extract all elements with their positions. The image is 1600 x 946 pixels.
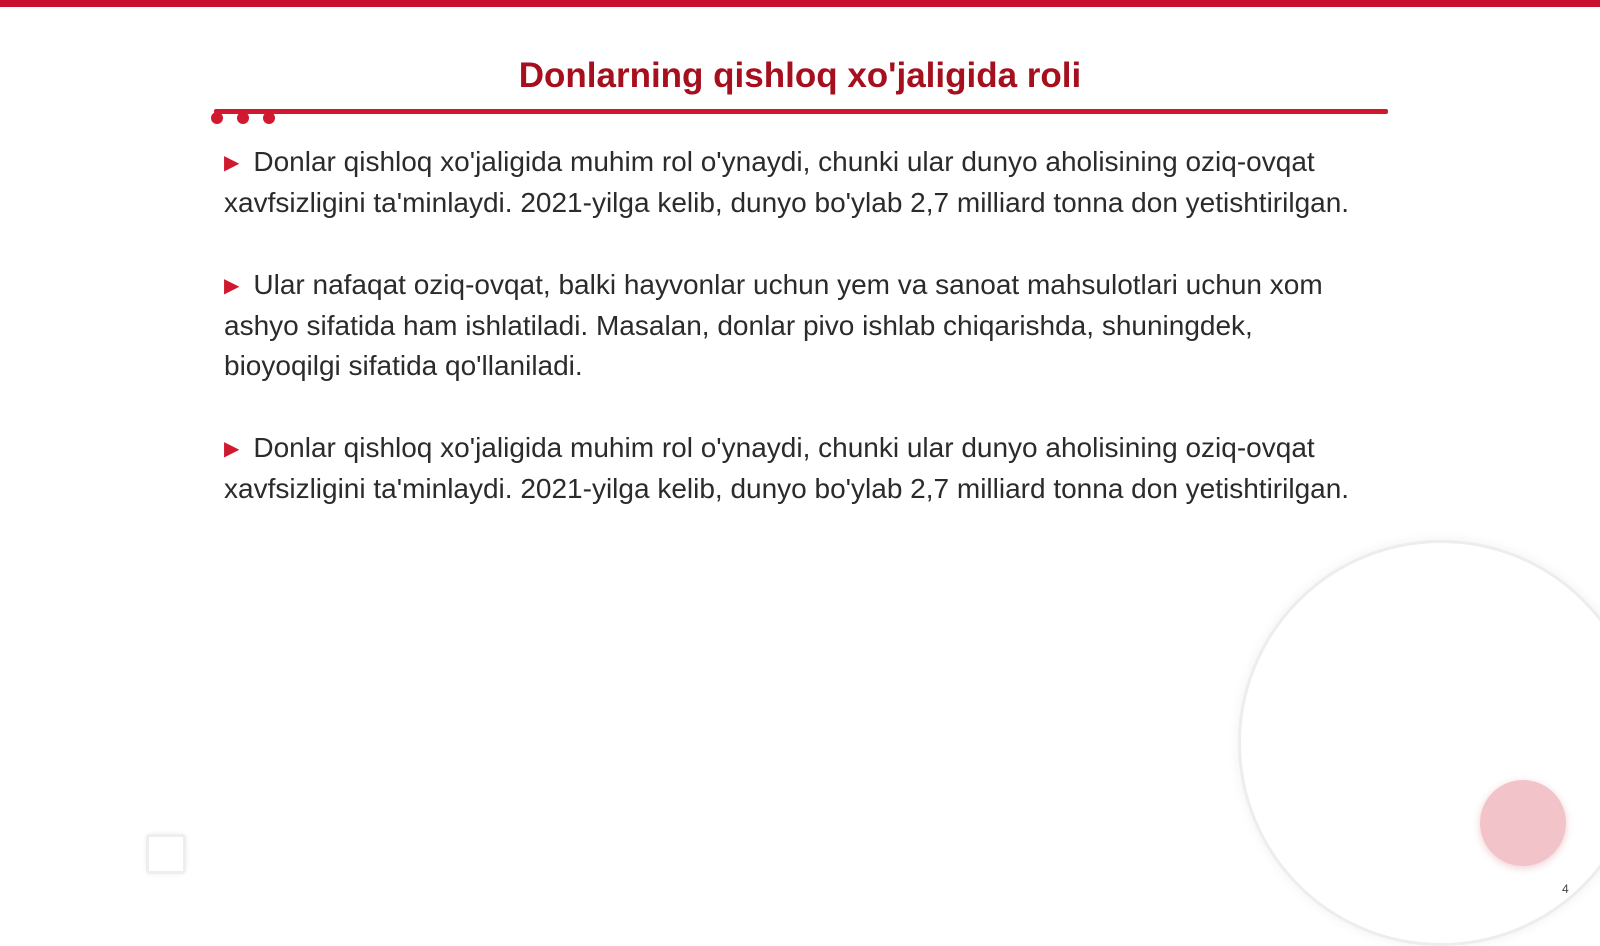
- dot-icon: [237, 112, 249, 124]
- decorative-square: [146, 834, 186, 874]
- bullet-text: Donlar qishloq xo'jaligida muhim rol o'ynaydi, chunki ular dunyo aholisining oziq-ovqat xavfsizligini ta'minlaydi. 2021-yilga kelib, dunyo bo'ylab 2,7 milliard tonna don yetishtirilgan.: [224, 146, 1350, 218]
- title-underline: [214, 109, 1388, 114]
- decorative-ring: [1238, 540, 1600, 946]
- slide-title: Donlarning qishloq xo'jaligida roli: [518, 56, 1082, 95]
- triangle-right-icon: ▶: [224, 438, 240, 460]
- bullet-item: [224, 265, 1374, 386]
- page-number: 4: [1562, 882, 1569, 896]
- bullet-item: [224, 142, 1374, 223]
- bullet-list: [224, 142, 1374, 551]
- triangle-right-icon: ▶: [224, 152, 240, 174]
- bullet-item: [224, 428, 1374, 509]
- triangle-right-icon: ▶: [224, 275, 240, 297]
- dot-icon: [263, 112, 275, 124]
- dot-icon: [211, 112, 223, 124]
- top-accent-bar: [0, 0, 1600, 7]
- bullet-text: Ular nafaqat oziq-ovqat, balki hayvonlar uchun yem va sanoat mahsulotlari uchun xom ashyo sifatida ham ishlatiladi. Masalan, donlar pivo ishlab chiqarishda, shuningdek, bioyoqilgi sifatida qo'llaniladi.: [224, 269, 1323, 381]
- title-dots: [211, 112, 275, 124]
- bullet-text: Donlar qishloq xo'jaligida muhim rol o'ynaydi, chunki ular dunyo aholisining oziq-ovqat xavfsizligini ta'minlaydi. 2021-yilga kelib, dunyo bo'ylab 2,7 milliard tonna don yetishtirilgan.: [224, 432, 1350, 504]
- decorative-blob: [1480, 780, 1566, 866]
